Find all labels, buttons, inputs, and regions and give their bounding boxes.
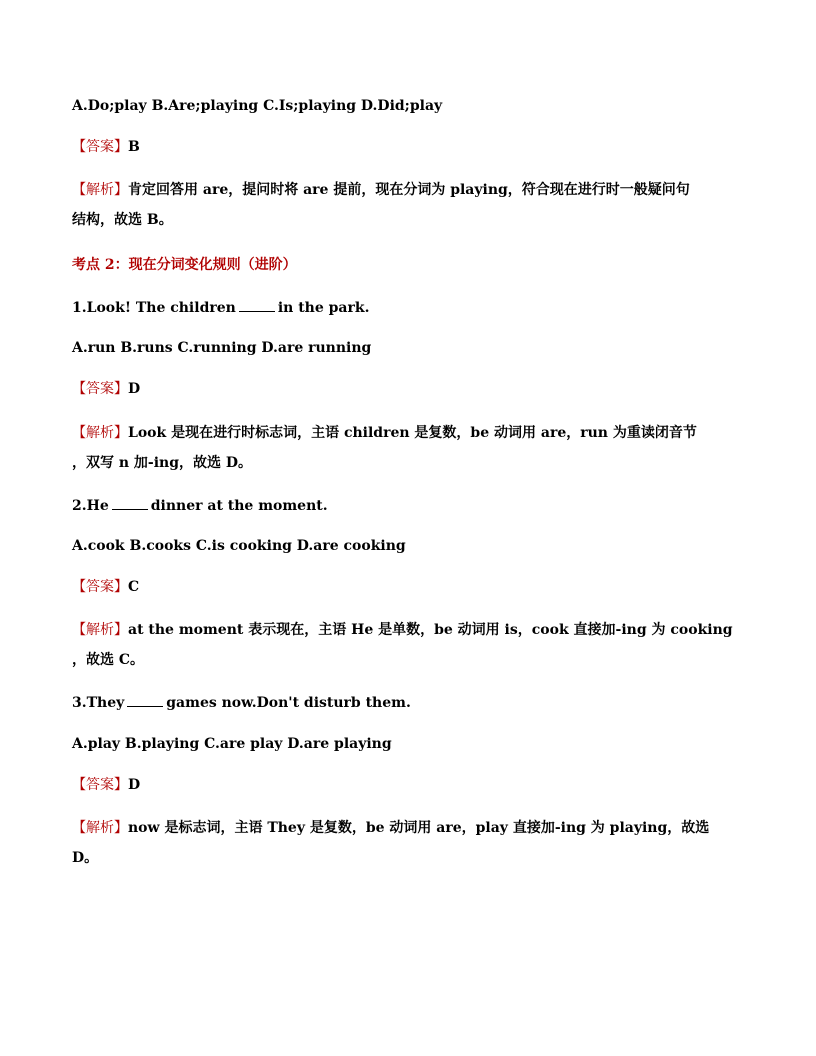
answer-value: D (128, 777, 141, 793)
prev-answer-line (72, 138, 140, 156)
prev-analysis-line-2: 结构，故选 B。 (72, 212, 173, 228)
question-analysis-line-1 (72, 819, 709, 837)
question-answer (72, 380, 140, 398)
section-heading: 考点 2：现在分词变化规则（进阶） (72, 257, 297, 273)
answer-label: 【答案】 (72, 579, 128, 595)
question-options: A.run B.runs C.running D.are running (72, 340, 372, 356)
question-options: A.cook B.cooks C.is cooking D.are cooking (72, 538, 406, 554)
question-stem (72, 694, 411, 712)
prev-options: A.Do;play B.Are;playing C.Is;playing D.Did;play (72, 98, 443, 114)
stem-before-blank: 1.Look! The children (72, 300, 236, 316)
question-stem (72, 497, 328, 515)
analysis-text: now 是标志词，主语 They 是复数，be 动词用 are，play 直接加-ing 为 playing，故选 (128, 820, 710, 836)
analysis-text: at the moment 表示现在，主语 He 是单数，be 动词用 is，cook 直接加-ing 为 cooking (128, 622, 733, 638)
answer-value: C (128, 579, 140, 595)
question-analysis-line-2: D。 (72, 850, 99, 866)
question-analysis-line-2: ，故选 C。 (72, 652, 145, 668)
question-analysis-line-1 (72, 621, 733, 639)
answer-blank (127, 694, 163, 707)
analysis-text: Look 是现在进行时标志词，主语 children 是复数，be 动词用 are，run 为重读闭音节 (128, 425, 697, 441)
prev-analysis-line-1 (72, 181, 690, 199)
stem-after-blank: dinner at the moment. (150, 498, 328, 514)
question-analysis-line-1 (72, 424, 697, 442)
answer-label: 【答案】 (72, 381, 128, 397)
stem-after-blank: games now.Don't disturb them. (166, 695, 411, 711)
analysis-label: 【解析】 (72, 425, 128, 441)
question-answer (72, 776, 140, 794)
answer-blank (239, 299, 275, 312)
analysis-label: 【解析】 (72, 622, 128, 638)
stem-after-blank: in the park. (277, 300, 370, 316)
answer-blank (112, 497, 148, 510)
answer-value: D (128, 381, 141, 397)
answer-label: 【答案】 (72, 777, 128, 793)
question-options: A.play B.playing C.are play D.are playing (72, 736, 392, 752)
answer-label: 【答案】 (72, 139, 128, 155)
analysis-text: 肯定回答用 are，提问时将 are 提前，现在分词为 playing，符合现在进行时一般疑问句 (128, 182, 690, 198)
question-analysis-line-2: ，双写 n 加-ing，故选 D。 (72, 455, 253, 471)
analysis-label: 【解析】 (72, 820, 128, 836)
analysis-label: 【解析】 (72, 182, 128, 198)
answer-value: B (128, 139, 140, 155)
stem-before-blank: 2.He (72, 498, 109, 514)
question-answer (72, 578, 139, 596)
question-stem (72, 299, 369, 317)
stem-before-blank: 3.They (72, 695, 125, 711)
